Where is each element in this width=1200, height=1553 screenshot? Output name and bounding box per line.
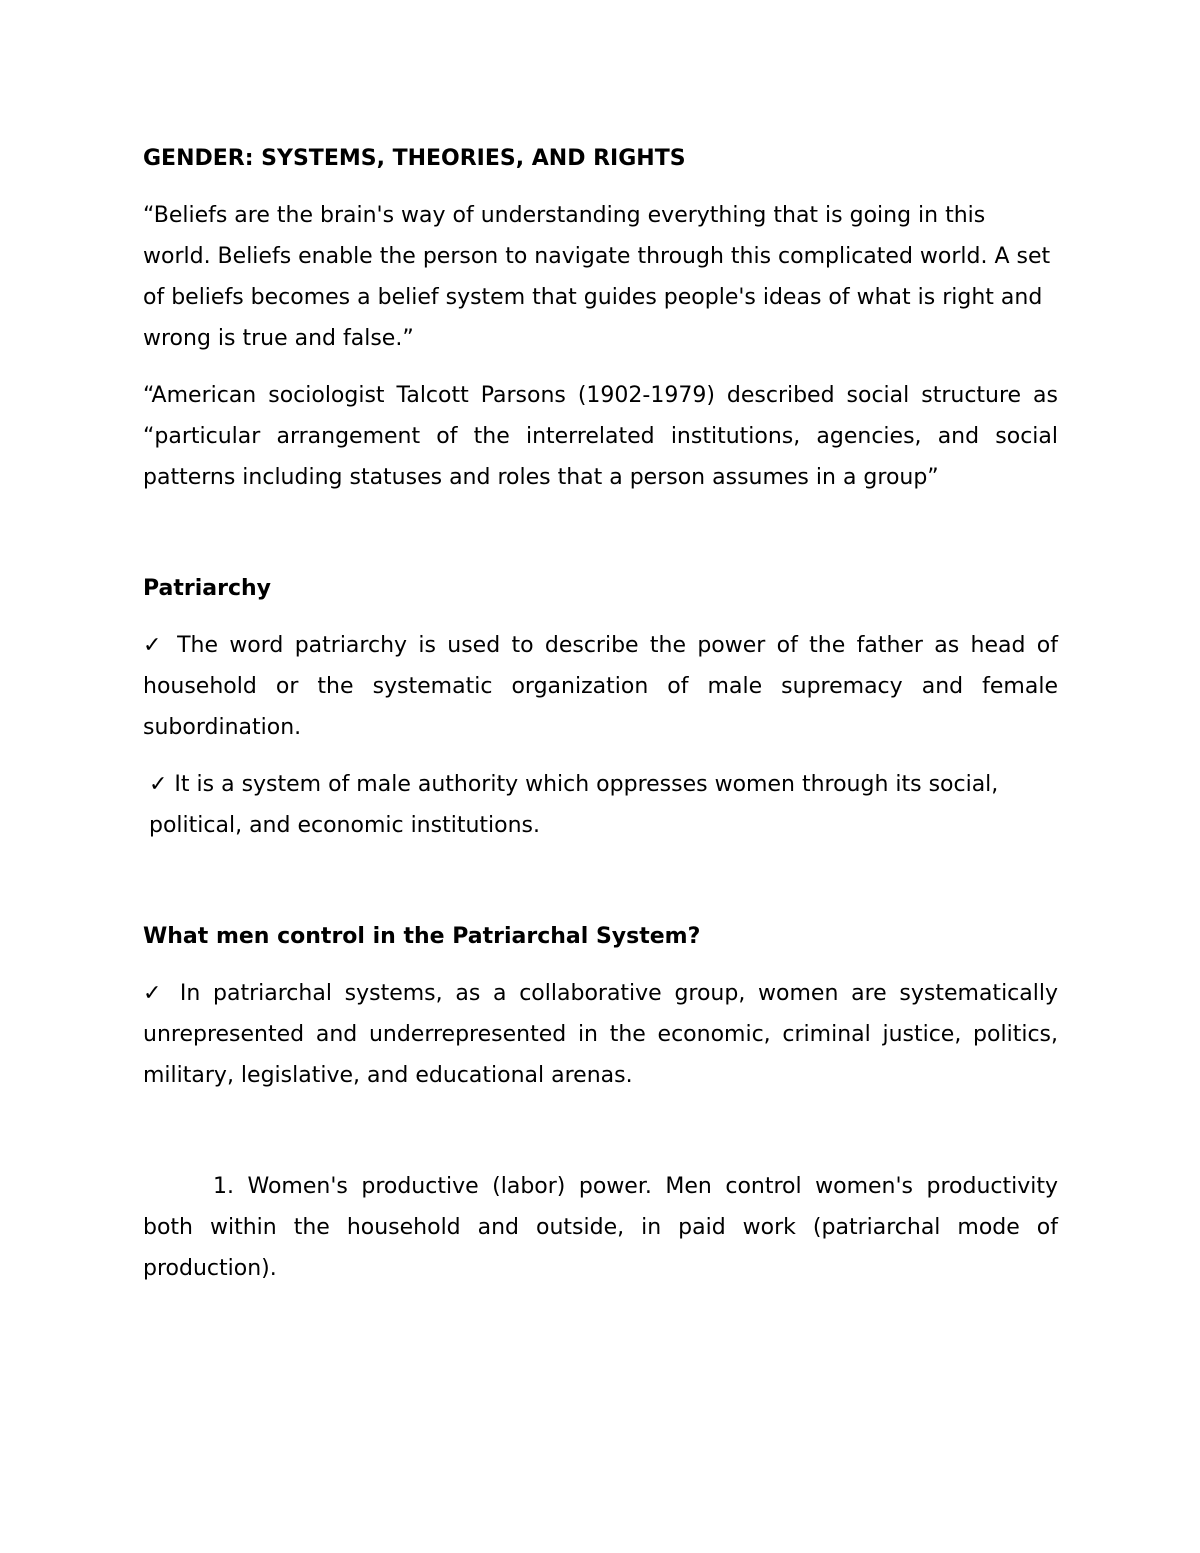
patriarchy-bullet-1: ✓ The word patriarchy is used to describe the power of the father as head of household or the systematic organization of male supremacy and female subordination. — [143, 633, 1058, 740]
spacer — [143, 1112, 1058, 1166]
spacer — [143, 514, 1058, 568]
spacer — [143, 179, 1058, 195]
document-title: GENDER: SYSTEMS, THEORIES, AND RIGHTS — [143, 146, 686, 171]
patriarchy-heading: Patriarchy — [143, 576, 272, 601]
spacer — [143, 862, 1058, 916]
spacer — [143, 609, 1058, 625]
parsons-quote-paragraph: “American sociologist Talcott Parsons (1902-1979) described social structure as “particular arrangement of the interrelated institutions, agencies, and social patterns including statuses and roles that a person assumes in a group” — [143, 383, 1058, 490]
document-body — [143, 138, 1058, 1305]
men-control-heading: What men control in the Patriarchal System? — [143, 924, 701, 949]
patriarchy-bullet-2: ✓ It is a system of male authority which oppresses women through its social, political, and economic institutions. — [149, 772, 999, 838]
spacer — [143, 957, 1058, 973]
men-control-bullet: ✓ In patriarchal systems, as a collaborative group, women are systematically unrepresented and underrepresented in the economic, criminal justice, politics, military, legislative, and educational arenas. — [143, 981, 1058, 1088]
beliefs-quote-paragraph: “Beliefs are the brain's way of understanding everything that is going in this world. Beliefs enable the person to navigate through this complicated world. A set of beliefs becomes a belief system that guides people's ideas of what is right and wrong is true and false.” — [143, 203, 1051, 351]
numbered-item-1: 1. Women's productive (labor) power. Men control women's productivity both within the household and outside, in paid work (patriarchal mode of production). — [143, 1174, 1058, 1281]
